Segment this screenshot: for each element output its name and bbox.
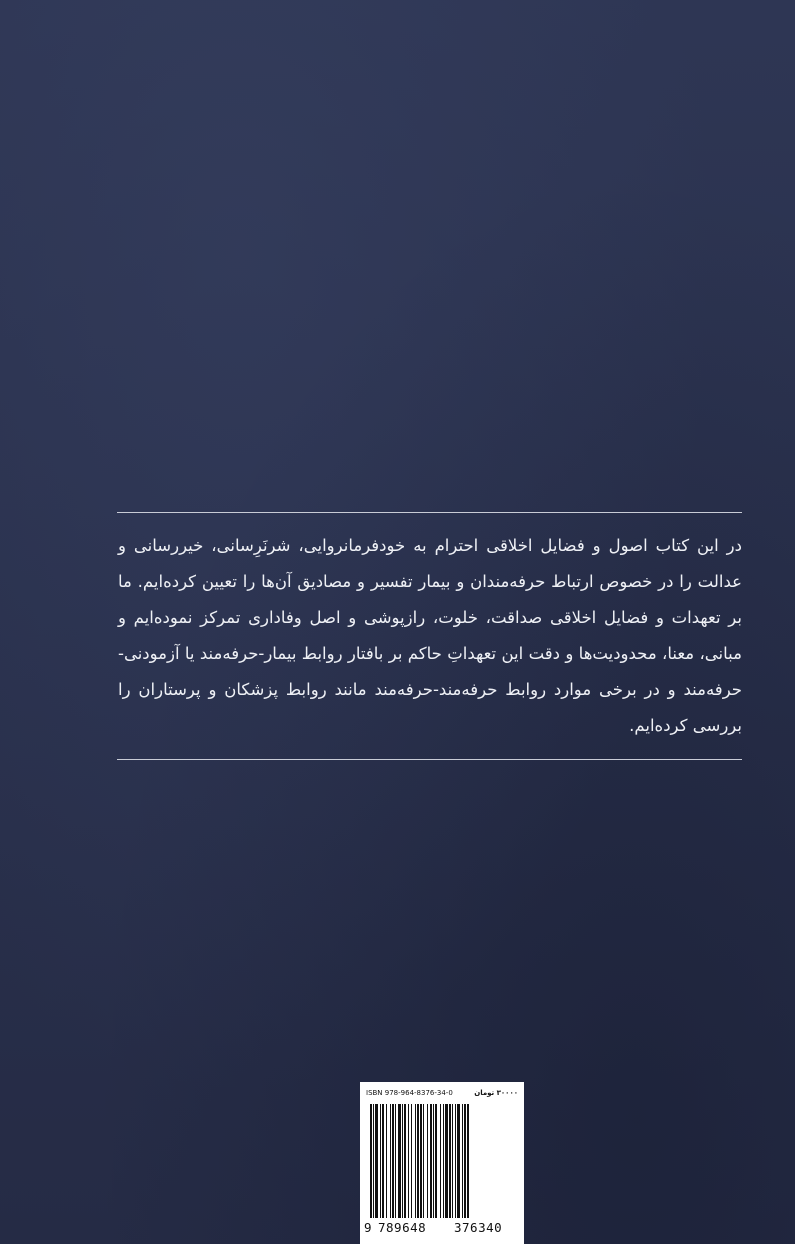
blurb-paragraph: در این کتاب اصول و فضایل اخلاقی احترام به خودفرمانروایی، شرنَرِسانی، خیررسانی و عدالت را در خصوص ارتباط حرفه‌مندان و بیمار تفسیر و مصادیق آن‌ها را تعیین کرده‌ایم. ما بر تعهدات و فضایل اخلاقی صداقت، خلوت، رازپوشی و اصل وفاداری تمرکز نموده‌ایم و مبانی، معنا، محدودیت‌ها و دقت این تعهداتِ حاکم بر بافتار روابط بیمار-حرفه‌مند یا آزمودنی-حرفه‌مند و در برخی موارد روابط حرفه‌مند-حرفه‌مند مانند روابط پزشکان و پرستاران را بررسی کرده‌ایم.	[118, 536, 742, 735]
barcode-header	[366, 1086, 518, 1100]
barcode-digits-left: 789648	[378, 1220, 427, 1235]
barcode-digits	[364, 1218, 520, 1238]
barcode-digit-lead: 9	[364, 1220, 372, 1235]
price-label: ۳۰۰۰۰ تومان	[474, 1089, 518, 1097]
top-divider	[117, 512, 742, 513]
barcode-bars	[370, 1104, 518, 1218]
bottom-divider	[117, 759, 742, 760]
isbn-label: ISBN 978-964-8376-34-0	[366, 1089, 453, 1097]
isbn-barcode	[360, 1082, 524, 1244]
blurb-text-block	[118, 528, 742, 744]
barcode-digits-right: 376340	[454, 1220, 503, 1235]
